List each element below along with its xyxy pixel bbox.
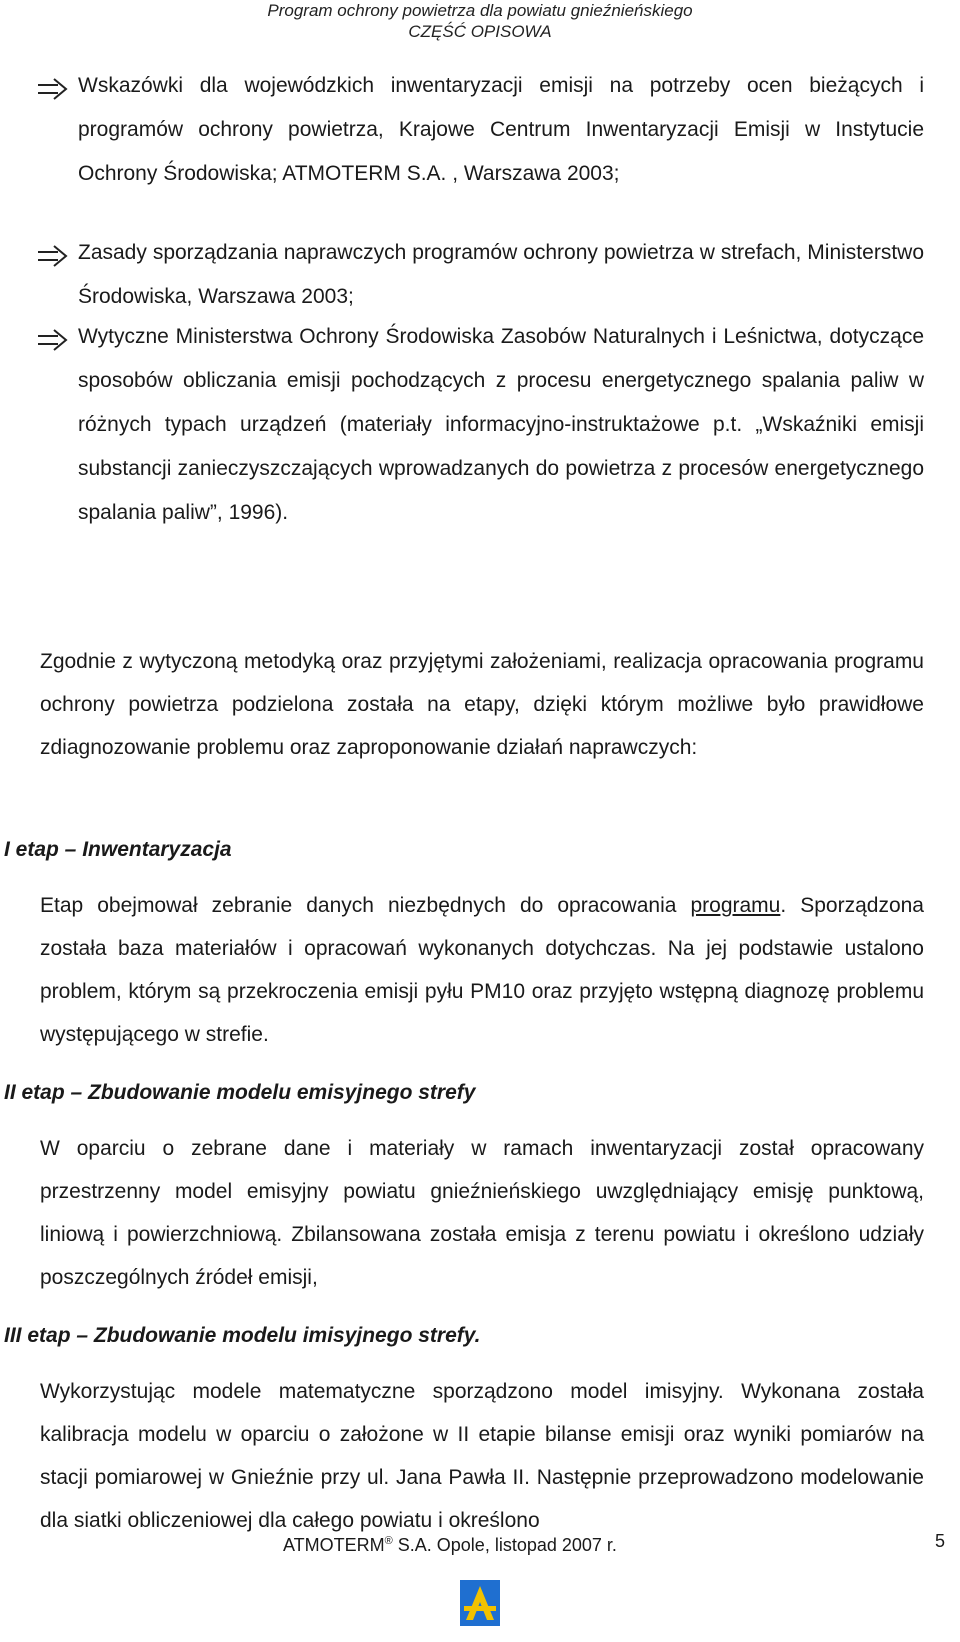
header-title: Program ochrony powietrza dla powiatu gnieźnieńskiego bbox=[267, 1, 693, 20]
atmoterm-logo-icon bbox=[460, 1580, 500, 1626]
reference-text: Wytyczne Ministerstwa Ochrony Środowiska Zasobów Naturalnych i Leśnictwa, dotyczące sposobów obliczania emisji pochodzących z procesu energetycznego spalania paliw w różnych typach urządzeń (materiały informacyjno-instruktażowe p.t. „Wskaźniki emisji substancji zanieczyszczających wprowadzanych do powietrza z procesów energetycznego spalania paliw”, 1996). bbox=[78, 325, 924, 524]
stage2-paragraph bbox=[4, 1127, 924, 1299]
registered-mark: ® bbox=[384, 1535, 393, 1547]
stage3-heading: III etap – Zbudowanie modelu imisyjnego strefy. bbox=[4, 1324, 481, 1347]
intro-text: Zgodnie z wytyczoną metodyką oraz przyjętymi założeniami, realizacja opracowania programu ochrony powietrza podzielona została na etapy, dzięki którym możliwe było prawidłowe zdiagnozowanie problemu oraz zaproponowanie działań naprawczych: bbox=[40, 650, 924, 759]
page-footer bbox=[0, 1528, 960, 1558]
double-arrow-icon bbox=[36, 242, 70, 270]
reference-item bbox=[36, 315, 924, 535]
stage2-text: W oparciu o zebrane dane i materiały w ramach inwentaryzacji został opracowany przestrzenny model emisyjny powiatu gnieźnieńskiego uwzględniający emisję punktową, liniową i powierzchniową. Zbilansowana została emisja z terenu powiatu i określono udziały poszczególnych źródeł emisji, bbox=[40, 1137, 924, 1289]
double-arrow-icon bbox=[36, 326, 70, 354]
stage1-text-b: . Sporządzona została baza materiałów i opracowań wykonanych dotychczas. Na jej podstawie ustalono problem, którym są przekroczenia emisji pyłu PM10 oraz przyjęto wstępną diagnozę problemu występującego w strefie. bbox=[40, 894, 924, 1046]
stage2-heading: II etap – Zbudowanie modelu emisyjnego strefy bbox=[4, 1081, 476, 1104]
page-number: 5 bbox=[935, 1531, 946, 1551]
stage1-text-a: Etap obejmował zebranie danych niezbędnych do opracowania bbox=[40, 894, 691, 917]
stage3-paragraph bbox=[4, 1370, 924, 1542]
reference-text: Wskazówki dla wojewódzkich inwentaryzacji emisji na potrzeby ocen bieżących i programów ochrony powietrza, Krajowe Centrum Inwentaryzacji Emisji w Instytucie Ochrony Środowiska; ATMOTERM S.A. , Warszawa 2003; bbox=[78, 74, 924, 185]
stage1-paragraph bbox=[4, 884, 924, 1056]
double-arrow-icon bbox=[36, 75, 70, 103]
stage1-program-link: programu bbox=[690, 894, 781, 917]
stage1-heading: I etap – Inwentaryzacja bbox=[4, 838, 232, 861]
reference-item bbox=[36, 64, 924, 196]
header-subtitle: CZĘŚĆ OPISOWA bbox=[408, 22, 552, 41]
reference-item bbox=[36, 231, 924, 319]
intro-paragraph bbox=[4, 640, 924, 769]
stage3-text: Wykorzystując modele matematyczne sporządzono model imisyjny. Wykonana została kalibracja modelu w oparciu o założone w II etapie bilanse emisji oraz wyniki pomiarów na stacji pomiarowej w Gnieźnie przy ul. Jana Pawła II. Następnie przeprowadzono modelowanie dla siatki obliczeniowej dla całego powiatu i określono bbox=[40, 1380, 924, 1532]
page-header bbox=[0, 0, 960, 42]
reference-text: Zasady sporządzania naprawczych programów ochrony powietrza w strefach, Ministerstwo Środowiska, Warszawa 2003; bbox=[78, 241, 924, 308]
footer-company: ATMOTERM® S.A. Opole, listopad 2007 r. bbox=[283, 1535, 617, 1555]
